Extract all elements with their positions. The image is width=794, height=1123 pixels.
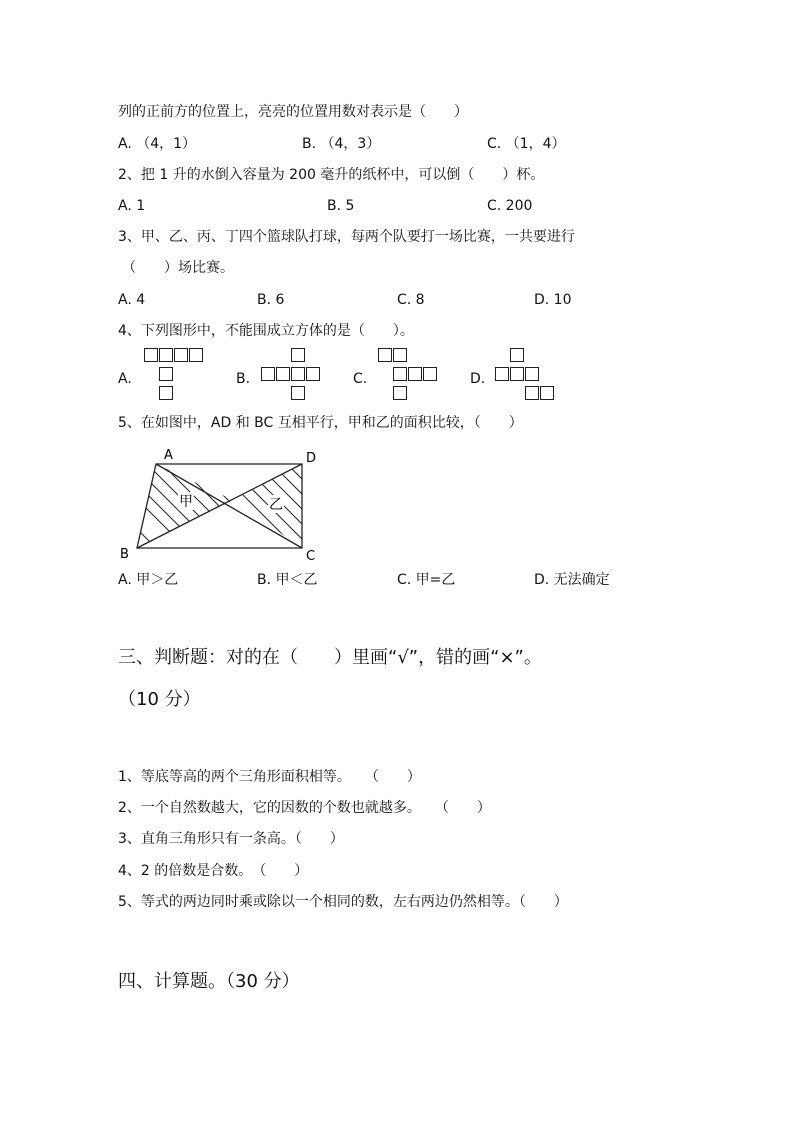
q4-label-d: D. [470,371,486,387]
section-3-points: （10 分） [118,689,201,710]
question-2-text: 2、把 1 升的水倒入容量为 200 毫升的纸杯中，可以倒（ ）杯。 [118,167,545,183]
judge-item-2: 2、一个自然数越大，它的因数的个数也就越多。 （ ） [118,800,491,816]
q2-option-c: C. 200 [487,198,533,214]
judge-item-5: 5、等式的两边同时乘或除以一个相同的数，左右两边仍然相等。（ ） [118,894,568,910]
vertex-c-label: C [306,549,316,564]
q5-option-a: A. 甲＞乙 [118,572,179,588]
q5-option-c: C. 甲=乙 [397,572,456,588]
q4-label-b: B. [236,371,251,387]
judge-item-3: 3、直角三角形只有一条高。（ ） [118,831,344,847]
q4-label-a: A. [118,371,132,387]
question-5-text: 5、在如图中，AD 和 BC 互相平行，甲和乙的面积比较，（ ） [118,415,523,431]
vertex-d-label: D [306,451,317,466]
section-3-heading: 三、判断题：对的在（ ）里画“√”，错的画“×”。 [118,647,542,668]
q3-option-d: D. 10 [534,292,572,308]
judge-item-1: 1、等底等高的两个三角形面积相等。 （ ） [118,769,421,785]
option-a: A. （4，1） [118,136,197,152]
q2-option-a: A. 1 [118,198,146,214]
region-jia-label: 甲 [179,494,193,510]
q5-option-d: D. 无法确定 [534,572,610,588]
region-jia-hatch [118,440,278,565]
question-3-text-cont: （ ）场比赛。 [122,260,234,276]
option-c: C. （1，4） [487,136,566,152]
question-text: 列的正前方的位置上，亮亮的位置用数对表示是（ ） [118,104,468,120]
q5-option-b: B. 甲＜乙 [257,572,318,588]
option-b: B. （4，3） [302,136,381,152]
q3-option-c: C. 8 [397,292,425,308]
q2-option-b: B. 5 [327,198,355,214]
vertex-a-label: A [164,448,173,463]
q3-option-b: B. 6 [257,292,285,308]
q4-label-c: C. [353,371,368,387]
question-4-text: 4、下列图形中，不能围成立方体的是（ ）。 [118,323,414,339]
section-4-heading: 四、计算题。（30 分） [118,971,300,992]
vertex-b-label: B [120,547,129,562]
q3-option-a: A. 4 [118,292,146,308]
judge-item-4: 4、2 的倍数是合数。 （ ） [118,863,309,879]
trapezoid-figure [118,440,338,565]
region-yi-label: 乙 [269,497,283,513]
question-3-text: 3、甲、乙、丙、丁四个篮球队打球，每两个队要打一场比赛，一共要进行 [118,229,575,245]
